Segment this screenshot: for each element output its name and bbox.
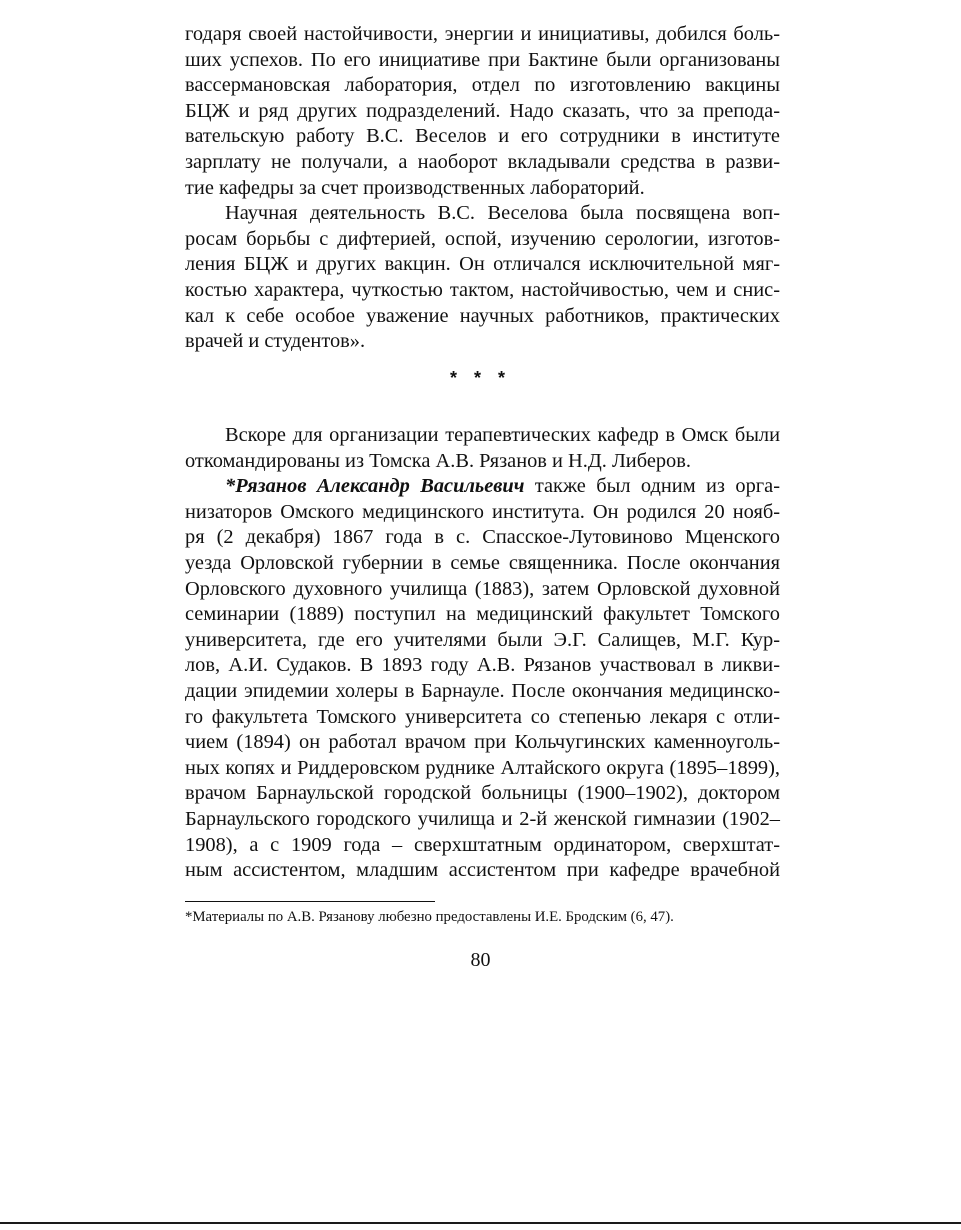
text-line: росам борьбы с дифтерией, оспой, изучению серологии, изготов- — [185, 227, 780, 250]
text-line: го факультета Томского университета со степенью лекаря с отли- — [185, 705, 780, 728]
text-line: дации эпидемии холеры в Барнауле. После окончания медицинско- — [185, 679, 780, 702]
text-line: ных копях и Риддеровском руднике Алтайского округа (1895–1899), — [185, 756, 780, 779]
text-line: уезда Орловской губернии в семье священника. После окончания — [185, 551, 780, 574]
text-line: вательскую работу В.С. Веселов и его сотрудники в институте — [185, 125, 780, 148]
text-line: тие кафедры за счет производственных лабораторий. — [185, 176, 645, 199]
text-line: низаторов Омского медицинского института. Он родился 20 нояб- — [185, 500, 780, 523]
scan-edge-line — [0, 1222, 961, 1224]
text-line: годаря своей настойчивости, энергии и инициативы, добился боль- — [185, 23, 780, 45]
text-line: врачей и студентов». — [185, 330, 366, 353]
text-line: университета, где его учителями были Э.Г. Салищев, М.Г. Кур- — [185, 628, 780, 651]
text-line: семинарии (1889) поступил на медицинский факультет Томского — [185, 603, 780, 626]
text-line: врачом Барнаульской городской больницы (1900–1902), доктором — [185, 782, 780, 805]
text-line: Барнаульского городского училища и 2-й женской гимназии (1902– — [185, 807, 780, 830]
text-line: ря (2 декабря) 1867 года в с. Спасское-Лутовиново Мценского — [185, 526, 780, 549]
text-line-name-heading — [185, 474, 780, 500]
text-line: ших успехов. По его инициативе при Бактине были организованы — [185, 48, 780, 71]
text-line: ления БЦЖ и других вакцин. Он отличался исключительной мяг- — [185, 253, 780, 276]
section-separator: * * * — [449, 368, 512, 388]
text-line: откомандированы из Томска А.В. Рязанов и Н.Д. Либеров. — [185, 449, 691, 472]
text-line: костью характера, чуткостью тактом, настойчивостью, чем и снис- — [185, 278, 780, 301]
text-line: чием (1894) он работал врачом при Кольчугинских каменноуголь- — [185, 731, 780, 754]
page-number: 80 — [470, 949, 491, 971]
text-line: Научная деятельность В.С. Веселова была посвящена воп- — [225, 202, 780, 225]
text-line: БЦЖ и ряд других подразделений. Надо сказать, что за препода- — [185, 99, 780, 122]
footnote-divider — [185, 901, 435, 902]
text-line: кал к себе особое уважение научных работников, практических — [185, 304, 780, 327]
text-block-top — [185, 22, 780, 355]
person-name: *Рязанов Александр Васильевич — [225, 475, 525, 498]
text-line: Вскоре для организации терапевтических кафедр в Омск были — [225, 424, 780, 446]
footnote: *Материалы по А.В. Рязанову любезно предоставлены И.Е. Бродским (6, 47). — [185, 909, 674, 925]
text-line: лов, А.И. Судаков. В 1893 году А.В. Рязанов участвовал в ликви- — [185, 654, 780, 677]
text-fragment: также был одним из орга- — [524, 475, 780, 498]
text-line: зарплату не получали, а наоборот вкладывали средства в разви- — [185, 150, 780, 173]
text-line: вассермановская лаборатория, отдел по изготовлению вакцины — [185, 74, 780, 97]
text-line: Орловского духовного училища (1883), затем Орловской духовной — [185, 577, 780, 600]
text-block-main — [185, 423, 780, 884]
text-line: 1908), а с 1909 года – сверхштатным ординатором, сверхштат- — [185, 833, 780, 856]
text-line: ным ассистентом, младшим ассистентом при кафедре врачебной — [185, 859, 780, 882]
